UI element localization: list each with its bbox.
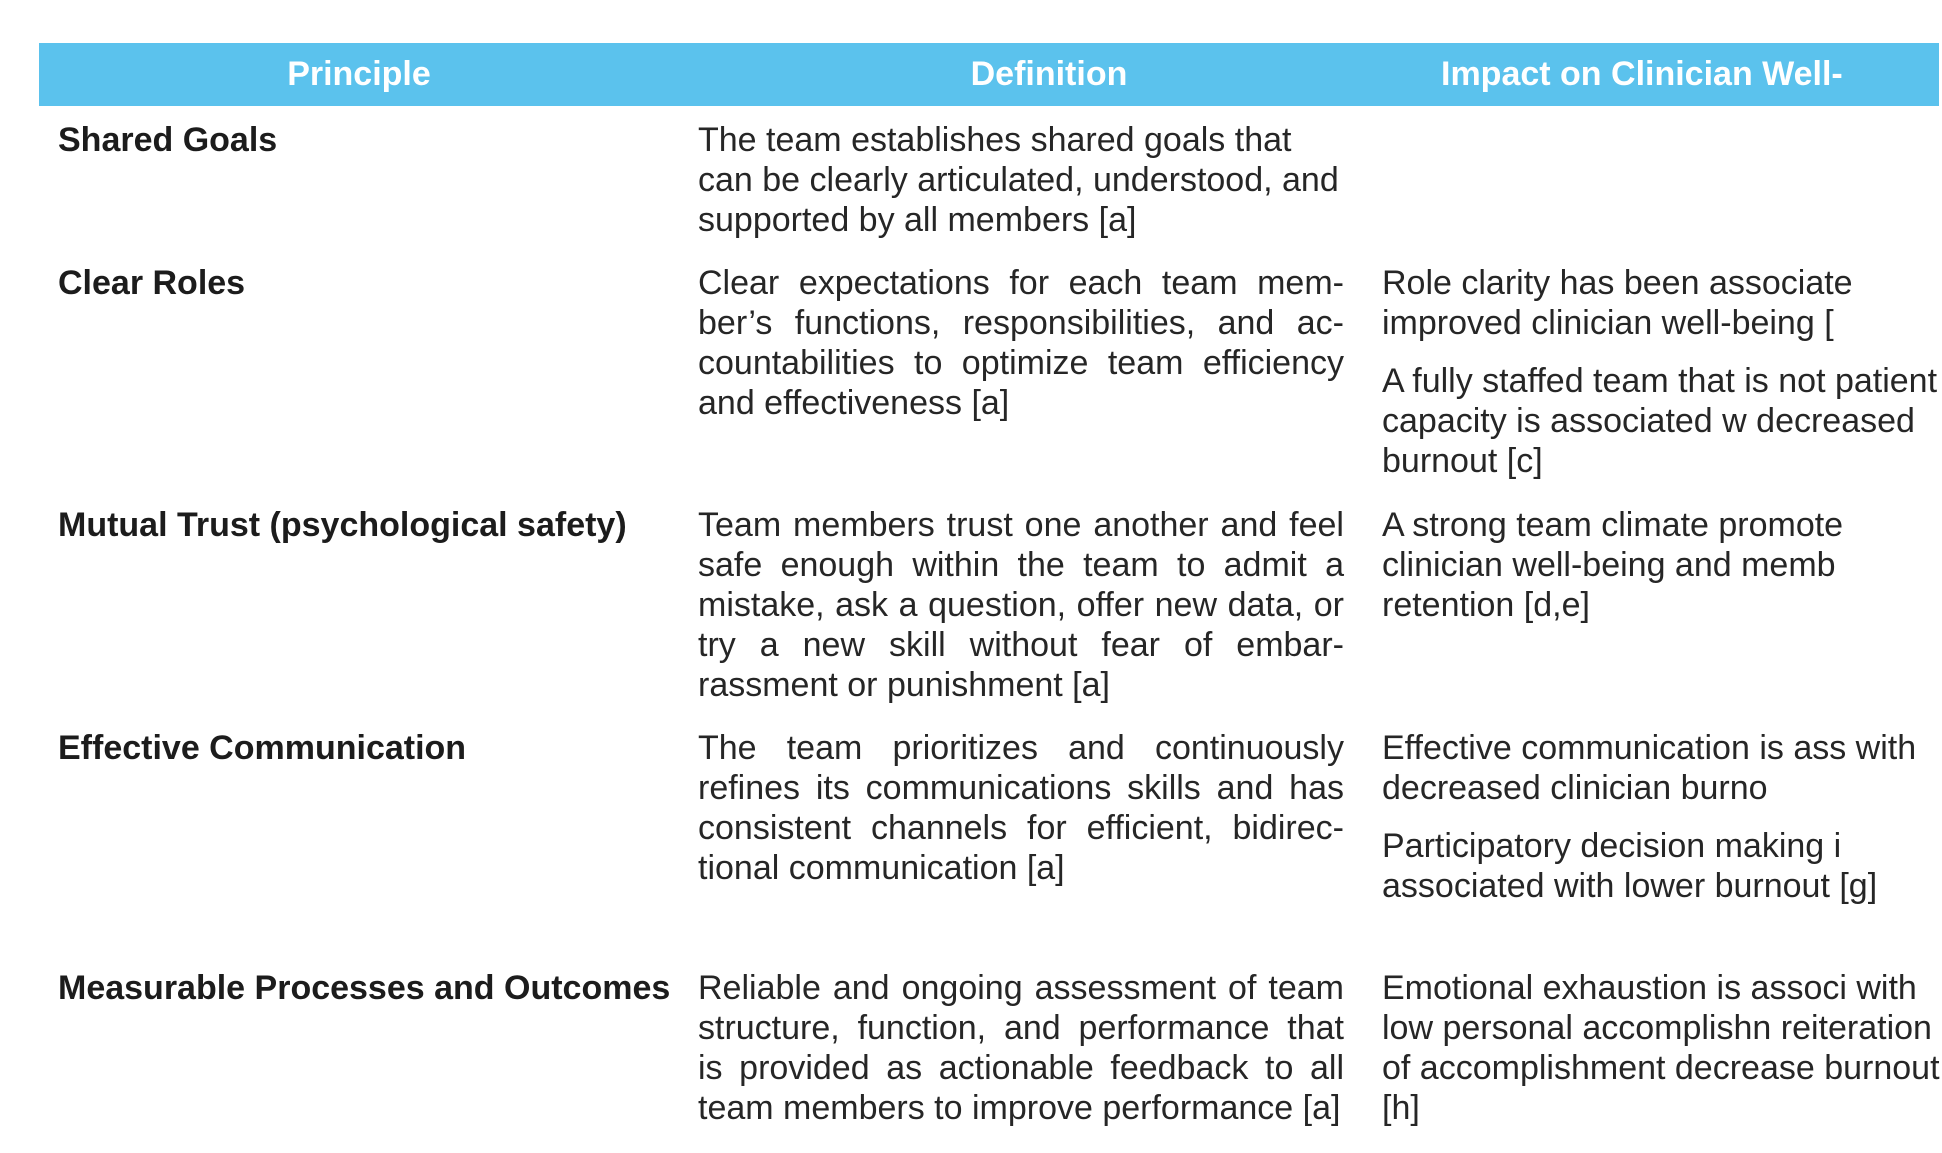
definition-cell: Reliable and ongoing assessment of team structure, function, and performance that is provided as actionable feedback to all team members to improve performance [a] bbox=[698, 969, 1344, 1127]
header-definition: Definition bbox=[970, 55, 1128, 93]
impact-paragraph: Participatory decision making i associated with lower burnout [g] bbox=[1382, 827, 1878, 905]
principle-cell: Clear Roles bbox=[58, 264, 246, 302]
principle-cell: Mutual Trust (psychological safety) bbox=[58, 506, 627, 544]
principle-cell: Shared Goals bbox=[58, 121, 278, 159]
header-principle: Principle bbox=[287, 55, 431, 93]
table-header bbox=[39, 43, 1939, 106]
definition-cell: Clear expectations for each team member’s functions, responsibilities, and accountabilities to optimize team efficiency and effectiveness [a] bbox=[698, 264, 1344, 422]
principles-table bbox=[39, 43, 1940, 1127]
definition-cell: The team prioritizes and continuously refines its communications skills and has consistent channels for efficient, bidirectional communication [a] bbox=[698, 729, 1344, 887]
impact-paragraph: A fully staffed team that is not patient capacity is associated w decreased burnout [c] bbox=[1382, 362, 1938, 480]
impact-paragraph: A strong team climate promote clinician well-being and memb retention [d,e] bbox=[1382, 506, 1844, 624]
impact-cell bbox=[1382, 505, 1942, 643]
impact-paragraph: Effective communication is ass with decreased clinician burno bbox=[1382, 729, 1917, 807]
principle-cell: Effective Communication bbox=[58, 729, 467, 767]
definition-cell: The team establishes shared goals that can be clearly articulated, understood, and supported by all members [a] bbox=[698, 121, 1339, 239]
definition-cell: Team members trust one another and feel safe enough within the team to admit a mistake, ask a question, offer new data, or try a new skill without fear of embarrassment or punishment [a] bbox=[698, 506, 1344, 704]
impact-cell bbox=[1382, 968, 1942, 1146]
impact-cell bbox=[1382, 728, 1942, 924]
principle-cell: Measurable Processes and Outcomes bbox=[58, 969, 671, 1007]
impact-paragraph: Role clarity has been associate improved clinician well-being [ bbox=[1382, 264, 1853, 342]
impact-paragraph: Emotional exhaustion is associ with low personal accomplishn reiteration of accomplishment decrease burnout [h] bbox=[1382, 969, 1940, 1127]
header-impact-label: Impact on Clinician Well- bbox=[1441, 55, 1843, 93]
header-impact bbox=[1419, 43, 1939, 106]
impact-cell bbox=[1382, 263, 1942, 499]
